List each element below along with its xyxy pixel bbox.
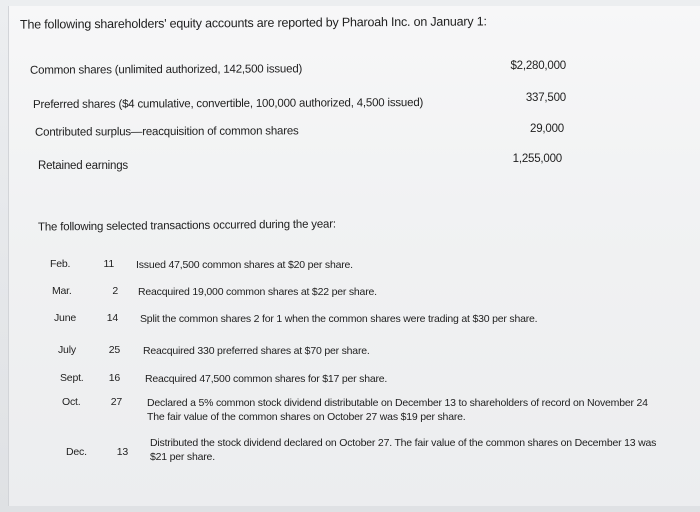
account-row-contributed-surplus xyxy=(0,123,700,144)
transaction-day: 14 xyxy=(106,312,118,324)
account-amount: 1,255,000 xyxy=(512,153,562,165)
account-label: Retained earnings xyxy=(38,160,128,172)
transaction-description xyxy=(136,258,696,272)
transaction-description-line1: Issued 47,500 common shares at $20 per share. xyxy=(136,259,353,271)
account-amount: 29,000 xyxy=(530,123,564,135)
account-amount: 337,500 xyxy=(525,92,566,104)
account-amount: $2,280,000 xyxy=(510,60,566,72)
transaction-description-line2: $21 per share. xyxy=(150,451,215,463)
transaction-day: 11 xyxy=(103,258,114,270)
transaction-description-line2: The fair value of the common shares on October 27 was $19 per share. xyxy=(147,411,466,423)
account-row-preferred-shares xyxy=(0,92,700,116)
transaction-day: 2 xyxy=(112,285,118,297)
transaction-month: July xyxy=(58,344,76,356)
transaction-day: 13 xyxy=(116,446,128,458)
transaction-description xyxy=(143,344,696,358)
transaction-description-line1: Reacquired 19,000 common shares at $22 per share. xyxy=(138,286,377,298)
transaction-description xyxy=(145,372,696,386)
question-intro: The following shareholders' equity accounts are reported by Pharoah Inc. on January 1: xyxy=(19,14,487,32)
transaction-description xyxy=(138,285,696,299)
transaction-description-line1: Split the common shares 2 for 1 when the common shares were trading at $30 per share. xyxy=(140,313,538,325)
transaction-day: 16 xyxy=(108,372,120,384)
transaction-day: 25 xyxy=(108,344,120,356)
transaction-description xyxy=(147,396,696,424)
account-label: Preferred shares ($4 cumulative, convertible, 100,000 authorized, 4,500 issued) xyxy=(32,96,424,112)
transaction-description-line1: Declared a 5% common stock dividend distributable on December 13 to shareholders of record on November 24 xyxy=(147,397,648,409)
transaction-day: 27 xyxy=(110,396,122,408)
transaction-month: Dec. xyxy=(66,446,87,458)
transaction-month: Oct. xyxy=(62,396,81,408)
account-row-retained-earnings xyxy=(0,153,700,178)
transactions-heading: The following selected transactions occurred during the year: xyxy=(37,218,336,234)
transaction-description xyxy=(150,436,696,464)
transaction-month: Mar. xyxy=(52,285,72,297)
account-row-common-shares xyxy=(0,60,700,82)
transaction-description-line1: Reacquired 330 preferred shares at $70 per share. xyxy=(143,345,370,357)
transaction-month: Feb. xyxy=(50,258,71,270)
transaction-month: June xyxy=(54,312,76,324)
account-label: Common shares (unlimited authorized, 142,500 issued) xyxy=(29,63,303,77)
account-label: Contributed surplus—reacquisition of common shares xyxy=(34,125,299,139)
transaction-month: Sept. xyxy=(60,372,84,384)
transaction-description-line1: Reacquired 47,500 common shares for $17 per share. xyxy=(145,373,388,385)
transaction-description-line1: Distributed the stock dividend declared on October 27. The fair value of the common shares on December 13 was xyxy=(150,437,657,449)
transaction-description xyxy=(140,312,696,326)
